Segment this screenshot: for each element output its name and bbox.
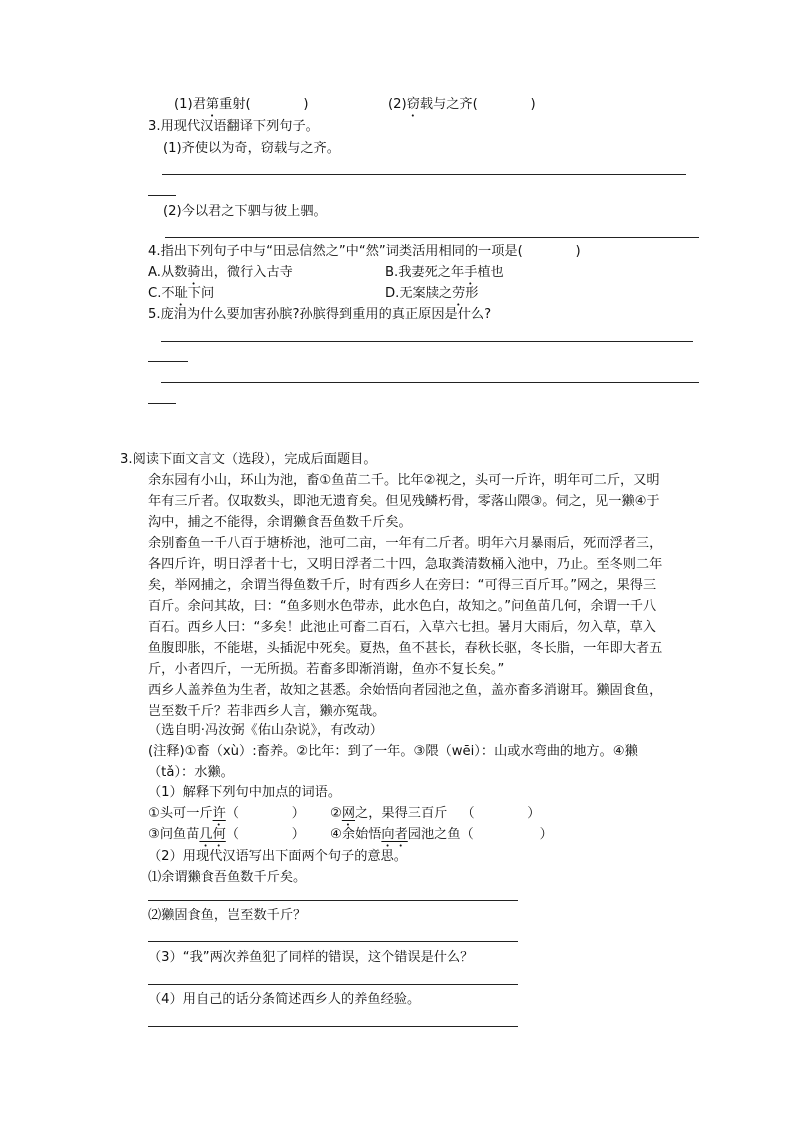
- p1-q2-item1-blank[interactable]: ( ): [245, 97, 309, 112]
- passage-line: 年有三斤者。仅取数头，即池无遗育矣。但见残鳞朽骨，零落山隈③。伺之，见一獭④于: [148, 494, 660, 509]
- passage-line: 余别畜鱼一千八百于塘桥池，池可二亩，一年有二斤者。明年六月暴雨后，死而浮者三，: [148, 536, 663, 551]
- answer-blank[interactable]: （ ）: [460, 827, 553, 842]
- item-text: ②: [330, 806, 342, 821]
- answer-line[interactable]: [148, 195, 176, 196]
- option-text: 形: [465, 286, 479, 301]
- item-text: ③问鱼苗: [148, 827, 200, 842]
- p2-title: 3.阅读下面文言文（选段），完成后面题目。: [120, 452, 377, 467]
- p1-q2-item2-post: 载与之齐: [419, 97, 473, 112]
- option-mark: 劳: [452, 286, 466, 301]
- passage-line: 各四斤许，明日浮者十七，又明日浮者二十四，急取粪清数桶入池中，乃止。至冬则二年: [148, 557, 663, 572]
- answer-line[interactable]: [148, 361, 188, 362]
- item-text: ①头可一斤: [148, 806, 213, 821]
- p2-q1-title: （1）解释下列句中加点的词语。: [148, 785, 342, 800]
- option-text: 出，微行入古寺: [200, 265, 293, 280]
- option-mark: 耻: [174, 286, 188, 301]
- p2-note-line: （tǎ）：水獭。: [148, 765, 234, 780]
- p1-q3-s1: (1)齐使以为奇，窃载与之齐。: [163, 141, 340, 156]
- passage-line: 鱼腹即胀，不能堪，头插泥中死矣。夏热，鱼不甚长，春秋长驱，冬长脂，一年即大者五: [148, 641, 663, 656]
- option-text: 植也: [477, 265, 504, 280]
- answer-line[interactable]: [165, 237, 699, 238]
- option-text: D.无案牍之: [385, 286, 453, 301]
- p1-q2-item2: [388, 96, 536, 120]
- p1-q2-item1-num: (1): [174, 97, 193, 112]
- passage-line: 百石。西乡人曰：“多矣！此池止可畜二百石，入草六七担。暑月大雨后，勿入草，草入: [148, 620, 656, 635]
- p2-note-line: (注释)①畜（xù）:畜养。②比年：到了一年。③隈（wēi）：山或水弯曲的地方。④獭: [148, 744, 638, 759]
- passage-line: 岂至数千斤？若非西乡人言，獭亦冤哉。: [148, 704, 386, 719]
- p1-q2-item1-post: 重射: [219, 97, 246, 112]
- p1-q4-title: 4.指出下列句子中与“田忌信然之”中“然”词类活用相同的一项是( ): [148, 244, 581, 259]
- option-text: C.不: [148, 286, 175, 301]
- item-mark: 许: [212, 806, 226, 821]
- answer-line[interactable]: [161, 382, 699, 383]
- p2-source: （选自明·冯汝弼《佑山杂说》，有改动）: [148, 723, 383, 738]
- p1-q2-item2-num: (2): [388, 97, 407, 112]
- answer-line[interactable]: [148, 403, 176, 404]
- p1-q2-item1-pre: 君: [192, 97, 206, 112]
- answer-blank[interactable]: （ ）: [225, 806, 305, 821]
- passage-line: 西乡人盖养鱼为生者，故知之甚悉。余始悟向者园池之鱼，盖亦畜多消谢耳。獭固食鱼，: [148, 683, 663, 698]
- p2-q4-title: （4）用自己的话分条简述西乡人的养鱼经验。: [148, 992, 421, 1007]
- option-mark: 骑: [187, 265, 201, 280]
- passage-line: 余东园有小山，环山为池，畜①鱼苗二千。比年②视之，头可一斤许，明年可二斤，又明: [148, 473, 660, 488]
- p2-q2-title: （2）用现代汉语写出下面两个句子的意思。: [148, 849, 407, 864]
- answer-line[interactable]: [148, 941, 518, 942]
- p1-q2-item2-mark: 窃: [406, 97, 420, 112]
- passage-line: 沟中，捕之不能得，余谓獭食吾鱼数千斤矣。: [148, 515, 412, 530]
- option-text: A.从数: [148, 265, 188, 280]
- answer-line[interactable]: [148, 1026, 518, 1027]
- answer-blank[interactable]: （ ）: [225, 827, 305, 842]
- answer-line[interactable]: [148, 984, 518, 985]
- p2-q2-s2: ⑵獭固食鱼，岂至数千斤？: [148, 908, 307, 923]
- answer-line[interactable]: [162, 174, 686, 175]
- passage-line: 斤，小者四斤，一无所损。若畜多即渐消谢，鱼亦不复长矣。”: [148, 662, 505, 677]
- p1-q3-title: 3.用现代汉语翻译下列句子。: [148, 119, 319, 134]
- p1-q2-item1: [174, 96, 308, 120]
- answer-line[interactable]: [148, 900, 518, 901]
- passage-line: 百斤。余问其故，曰：“鱼多则水色带赤，此水色白，故知之。”问鱼苗几何，余谓一千八: [148, 599, 657, 614]
- p1-q3-s2: (2)今以君之下驷与彼上驷。: [163, 204, 327, 219]
- option-text: 下问: [187, 286, 215, 301]
- answer-blank[interactable]: （ ）: [461, 806, 541, 821]
- option-mark: 手: [464, 265, 478, 280]
- p1-q2-item1-mark: 第: [205, 97, 220, 112]
- passage-line: 矣，举网捕之，余谓当得鱼数千斤，时有西乡人在旁曰：“可得三百斤耳。”网之，果得三: [148, 578, 657, 593]
- p1-q2-item2-blank[interactable]: ( ): [472, 97, 536, 112]
- p2-q2-s1: ⑴余谓獭食吾鱼数千斤矣。: [148, 870, 307, 885]
- item-mark: 向者: [381, 827, 408, 842]
- item-text: ④余始悟: [330, 827, 382, 842]
- item-mark: 网: [341, 806, 356, 821]
- p2-q1-item3: [148, 826, 305, 850]
- p1-q5-title: 5.庞涓为什么要加害孙膑?孙膑得到重用的真正原因是什么?: [148, 307, 492, 322]
- item-text: 园池之鱼: [407, 827, 461, 842]
- p2-q3-title: （3）“我”两次养鱼犯了同样的错误，这个错误是什么？: [148, 950, 474, 965]
- option-text: B.我妻死之年: [385, 265, 465, 280]
- item-text: 之，果得三百斤: [355, 806, 448, 821]
- answer-line[interactable]: [161, 341, 693, 342]
- item-mark: 几何: [199, 827, 226, 842]
- p2-q1-item4: [330, 826, 553, 850]
